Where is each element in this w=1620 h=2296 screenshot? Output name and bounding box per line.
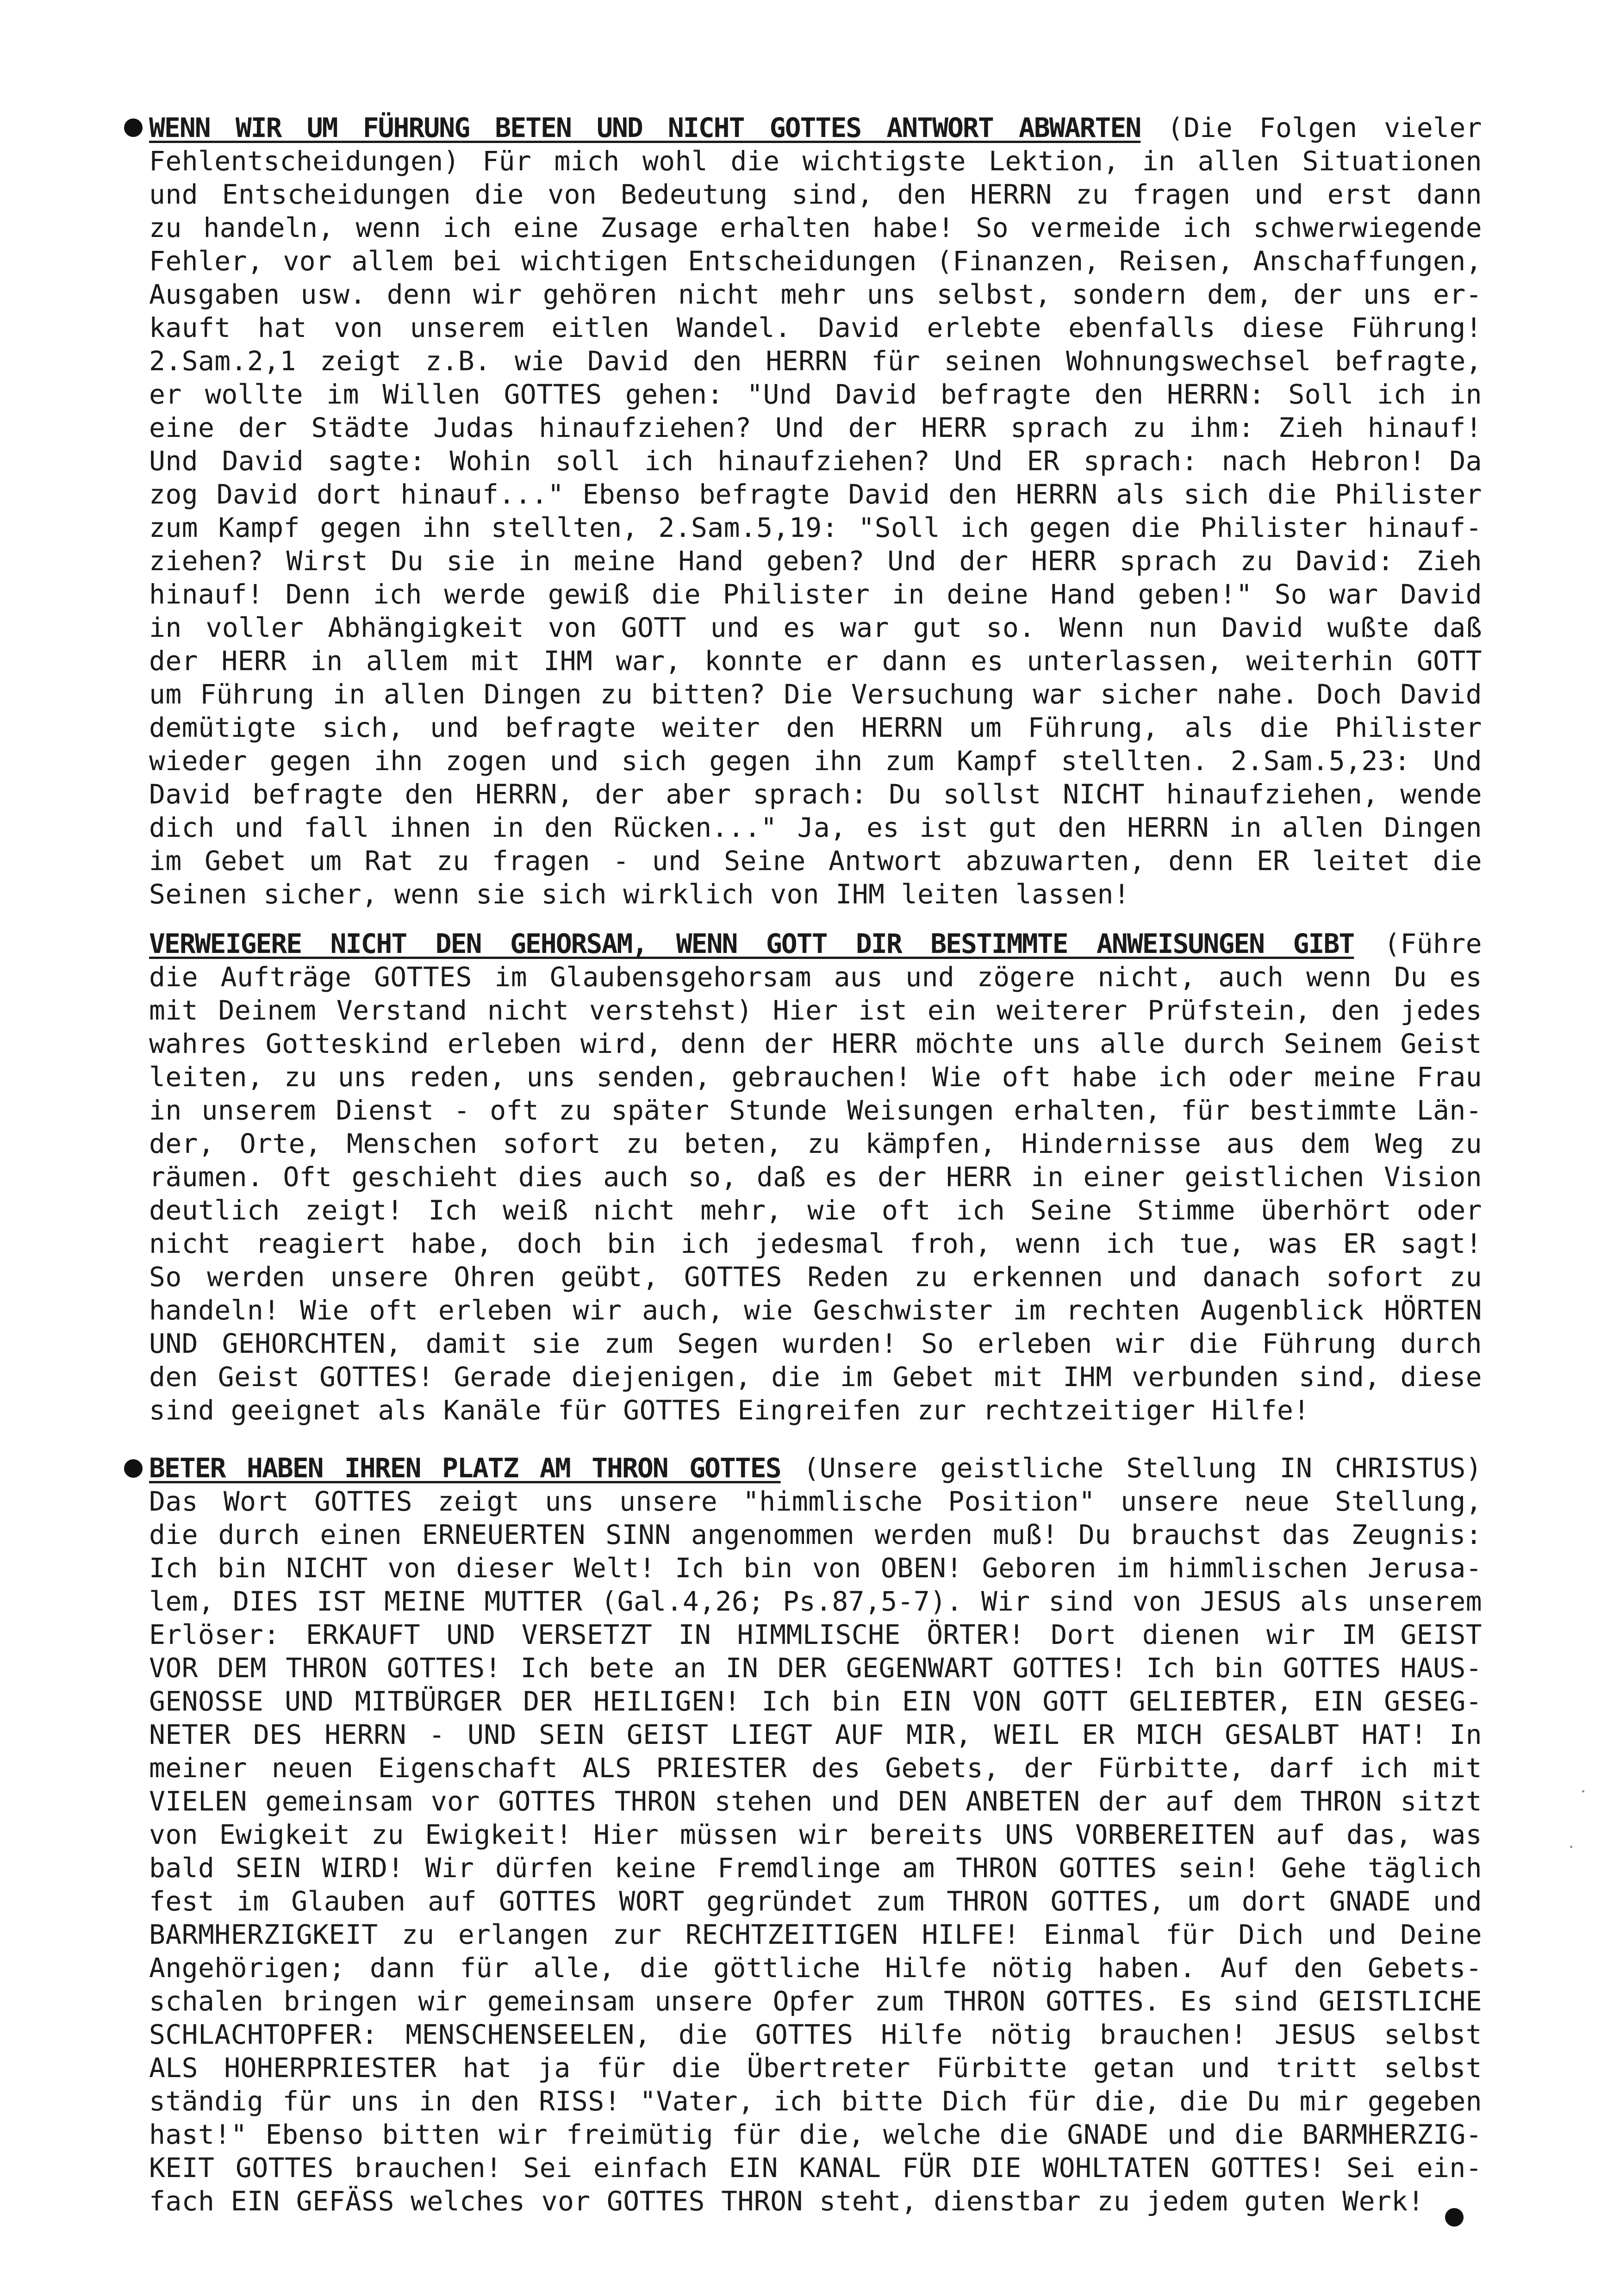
- text-line: und Entscheidungen die von Bedeutung sind, den HERRN zu fragen und erst dann: [149, 179, 1482, 210]
- section-first-line: [149, 111, 1482, 144]
- section-first-line: [149, 1451, 1482, 1485]
- text-line: dich und fall ihnen in den Rücken..." Ja, es ist gut den HERRN in allen Dingen: [149, 812, 1482, 843]
- text-line: Ich bin NICHT von dieser Welt! Ich bin von OBEN! Geboren im himmlischen Jerusa-: [149, 1552, 1482, 1584]
- text-line: nicht reagiert habe, doch bin ich jedesmal froh, wenn ich tue, was ER sagt!: [149, 1228, 1482, 1259]
- scan-speck: [1582, 1790, 1584, 1792]
- text-line: Ausgaben usw. denn wir gehören nicht mehr uns selbst, sondern dem, der uns er-: [149, 279, 1482, 310]
- bullet-icon: [124, 1459, 143, 1478]
- text-line: Fehlentscheidungen) Für mich wohl die wichtigste Lektion, in allen Situationen: [149, 145, 1482, 177]
- text-line: Erlöser: ERKAUFT UND VERSETZT IN HIMMLISCHE ÖRTER! Dort dienen wir IM GEIST: [149, 1619, 1482, 1650]
- text-line: Fehler, vor allem bei wichtigen Entscheidungen (Finanzen, Reisen, Anschaffungen,: [149, 245, 1482, 277]
- text-line: hinauf! Denn ich werde gewiß die Philister in deine Hand geben!" So war David: [149, 579, 1482, 610]
- text-line: demütigte sich, und befragte weiter den HERRN um Führung, als die Philister: [149, 712, 1482, 743]
- section-first-line: [149, 927, 1482, 960]
- text-line: VIELEN gemeinsam vor GOTTES THRON stehen und DEN ANBETEN der auf dem THRON sitzt: [149, 1786, 1482, 1817]
- text-line: um Führung in allen Dingen zu bitten? Die Versuchung war sicher nahe. Doch David: [149, 678, 1482, 710]
- text-line: VOR DEM THRON GOTTES! Ich bete an IN DER GEGENWART GOTTES! Ich bin GOTTES HAUS-: [149, 1652, 1482, 1684]
- section-heading: BETER HABEN IHREN PLATZ AM THRON GOTTES: [149, 1452, 781, 1484]
- text-line: kauft hat von unserem eitlen Wandel. David erlebte ebenfalls diese Führung!: [149, 312, 1482, 343]
- text-line: ALS HOHERPRIESTER hat ja für die Übertreter Fürbitte getan und tritt selbst: [149, 2052, 1482, 2084]
- text-line: schalen bringen wir gemeinsam unsere Opfer zum THRON GOTTES. Es sind GEISTLICHE: [149, 1985, 1482, 2017]
- text-line: fach EIN GEFÄSS welches vor GOTTES THRON steht, dienstbar zu jedem guten Werk!: [149, 2185, 1424, 2217]
- text-line: Angehörigen; dann für alle, die göttliche Hilfe nötig haben. Auf den Gebets-: [149, 1952, 1482, 1984]
- text-line: hast!" Ebenso bitten wir freimütig für die, welche die GNADE und die BARMHERZIG-: [149, 2119, 1482, 2150]
- text-line: So werden unsere Ohren geübt, GOTTES Reden zu erkennen und danach sofort zu: [149, 1261, 1482, 1293]
- section-gehorsam: [149, 927, 1482, 1427]
- end-bullet-icon: [1445, 2208, 1464, 2227]
- text-line: David befragte den HERRN, der aber sprach: Du sollst NICHT hinaufziehen, wende: [149, 778, 1482, 810]
- text-line: bald SEIN WIRD! Wir dürfen keine Fremdlinge am THRON GOTTES sein! Gehe täglich: [149, 1852, 1482, 1884]
- text-line: zum Kampf gegen ihn stellten, 2.Sam.5,19: "Soll ich gegen die Philister hinauf-: [149, 512, 1482, 543]
- text-line: wahres Gotteskind erleben wird, denn der HERR möchte uns alle durch Seinem Geist: [149, 1028, 1482, 1059]
- section-heading: VERWEIGERE NICHT DEN GEHORSAM, WENN GOTT DIR BESTIMMTE ANWEISUNGEN GIBT: [149, 928, 1354, 959]
- text-line: lem, DIES IST MEINE MUTTER (Gal.4,26; Ps.87,5-7). Wir sind von JESUS als unserem: [149, 1586, 1482, 1617]
- text-line: den Geist GOTTES! Gerade diejenigen, die im Gebet mit IHM verbunden sind, diese: [149, 1361, 1482, 1393]
- text-line: KEIT GOTTES brauchen! Sei einfach EIN KANAL FÜR DIE WOHLTATEN GOTTES! Sei ein-: [149, 2152, 1482, 2184]
- text-line: fest im Glauben auf GOTTES WORT gegründet zum THRON GOTTES, um dort GNADE und: [149, 1885, 1482, 1917]
- text-line: zu handeln, wenn ich eine Zusage erhalten habe! So vermeide ich schwerwiegende: [149, 212, 1482, 243]
- text-line: räumen. Oft geschieht dies auch so, daß es der HERR in einer geistlichen Vision: [149, 1161, 1482, 1193]
- text-line: die Aufträge GOTTES im Glaubensgehorsam aus und zögere nicht, auch wenn Du es: [149, 961, 1482, 993]
- text-line: von Ewigkeit zu Ewigkeit! Hier müssen wir bereits UNS VORBEREITEN auf das, was: [149, 1819, 1482, 1850]
- text-line: GENOSSE UND MITBÜRGER DER HEILIGEN! Ich bin EIN VON GOTT GELIEBTER, EIN GESEG-: [149, 1686, 1482, 1717]
- text-line: der, Orte, Menschen sofort zu beten, zu kämpfen, Hindernisse aus dem Weg zu: [149, 1128, 1482, 1159]
- text-line: eine der Städte Judas hinaufziehen? Und der HERR sprach zu ihm: Zieh hinauf!: [149, 412, 1482, 443]
- text-line: in voller Abhängigkeit von GOTT und es war gut so. Wenn nun David wußte daß: [149, 612, 1482, 643]
- text-line: 2.Sam.2,1 zeigt z.B. wie David den HERRN für seinen Wohnungswechsel befragte,: [149, 345, 1482, 377]
- text-line: BARMHERZIGKEIT zu erlangen zur RECHTZEITIGEN HILFE! Einmal für Dich und Deine: [149, 1919, 1482, 1950]
- section-fuehrung: [149, 111, 1482, 911]
- bullet-icon: [124, 118, 143, 137]
- text-line: meiner neuen Eigenschaft ALS PRIESTER des Gebets, der Fürbitte, darf ich mit: [149, 1752, 1482, 1784]
- text-line: mit Deinem Verstand nicht verstehst) Hier ist ein weiterer Prüfstein, den jedes: [149, 995, 1482, 1026]
- text-line: ständig für uns in den RISS! "Vater, ich bitte Dich für die, die Du mir gegeben: [149, 2085, 1482, 2117]
- text-line: Und David sagte: Wohin soll ich hinaufziehen? Und ER sprach: nach Hebron! Da: [149, 445, 1482, 477]
- section-heading: WENN WIR UM FÜHRUNG BETEN UND NICHT GOTTES ANTWORT ABWARTEN: [149, 112, 1141, 143]
- text-line: der HERR in allem mit IHM war, konnte er dann es unterlassen, weiterhin GOTT: [149, 645, 1482, 677]
- heading-subtitle: (Führe: [1354, 928, 1483, 959]
- text-line: UND GEHORCHTEN, damit sie zum Segen wurden! So erleben wir die Führung durch: [149, 1328, 1482, 1359]
- text-line: NETER DES HERRN - UND SEIN GEIST LIEGT AUF MIR, WEIL ER MICH GESALBT HAT! In: [149, 1719, 1482, 1750]
- text-line: sind geeignet als Kanäle für GOTTES Eingreifen zur rechtzeitiger Hilfe!: [149, 1394, 1310, 1426]
- scan-speck: [1570, 1846, 1572, 1848]
- text-line: im Gebet um Rat zu fragen - und Seine Antwort abzuwarten, denn ER leitet die: [149, 845, 1482, 877]
- text-line: SCHLACHTOPFER: MENSCHENSEELEN, die GOTTES Hilfe nötig brauchen! JESUS selbst: [149, 2019, 1482, 2050]
- text-line: deutlich zeigt! Ich weiß nicht mehr, wie oft ich Seine Stimme überhört oder: [149, 1195, 1482, 1226]
- text-line: die durch einen ERNEUERTEN SINN angenommen werden muß! Du brauchst das Zeugnis:: [149, 1519, 1482, 1550]
- text-line: er wollte im Willen GOTTES gehen: "Und David befragte den HERRN: Soll ich in: [149, 379, 1482, 410]
- heading-subtitle: (Die Folgen vieler: [1140, 112, 1483, 143]
- text-line: zog David dort hinauf..." Ebenso befragte David den HERRN als sich die Philister: [149, 479, 1482, 510]
- text-line: wieder gegen ihn zogen und sich gegen ihn zum Kampf stellten. 2.Sam.5,23: Und: [149, 745, 1482, 777]
- text-line: Seinen sicher, wenn sie sich wirklich von IHM leiten lassen!: [149, 878, 1130, 910]
- text-line: Das Wort GOTTES zeigt uns unsere "himmlische Position" unsere neue Stellung,: [149, 1486, 1482, 1517]
- section-beter: [149, 1451, 1482, 2218]
- text-line: leiten, zu uns reden, uns senden, gebrauchen! Wie oft habe ich oder meine Frau: [149, 1061, 1482, 1093]
- text-line: ziehen? Wirst Du sie in meine Hand geben? Und der HERR sprach zu David: Zieh: [149, 545, 1482, 577]
- heading-subtitle: (Unsere geistliche Stellung IN CHRISTUS): [780, 1452, 1482, 1484]
- text-line: handeln! Wie oft erleben wir auch, wie Geschwister im rechten Augenblick HÖRTEN: [149, 1294, 1482, 1326]
- text-line: in unserem Dienst - oft zu später Stunde Weisungen erhalten, für bestimmte Län-: [149, 1095, 1482, 1126]
